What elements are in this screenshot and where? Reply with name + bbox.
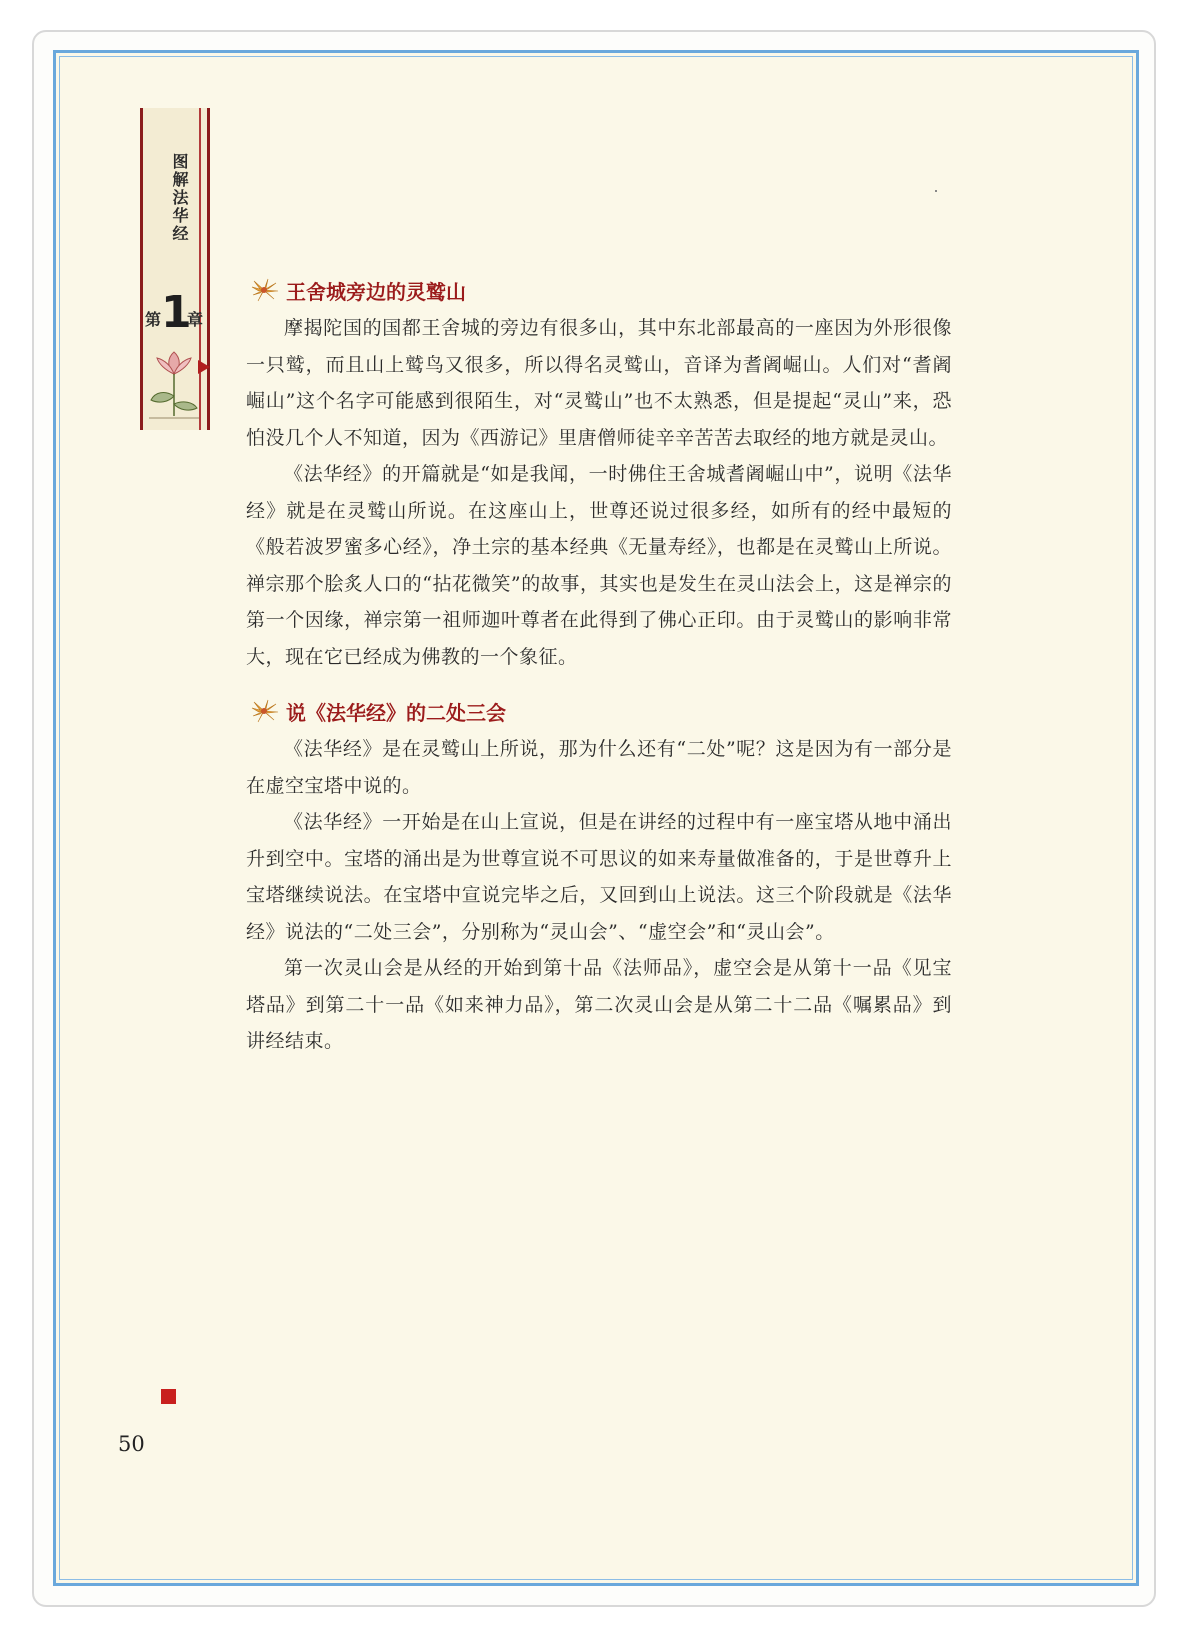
book-title: 图解法华经 [170,153,189,243]
flower-bullet-icon [246,275,282,305]
lotus-illustration-icon [147,344,201,424]
section-title: 王舍城旁边的灵鹫山 [286,279,466,304]
chapter-tab [140,108,210,430]
tab-marker-icon [198,360,210,374]
chapter-number: 1 [161,287,192,338]
page-number: 50 [118,1432,145,1456]
paragraph: 第一次灵山会是从经的开始到第十品《法师品》，虚空会是从第十一品《见宝塔品》到第二十一品《如来神力品》，第二次灵山会是从第二十二品《嘱累品》到讲经结束。 [246,957,952,1052]
paragraph: 摩揭陀国的国都王舍城的旁边有很多山，其中东北部最高的一座因为外形很像一只鹫，而且山上鹫鸟又很多，所以得名灵鹫山，音译为耆阇崛山。人们对“耆阇崛山”这个名字可能感到很陌生，对“灵鹫山”也不太熟悉，但是提起“灵山”来，恐怕没几个人不知道，因为《西游记》里唐僧师徒辛辛苦苦去取经的地方就是灵山。 [246,317,952,449]
red-seal-icon [161,1389,176,1404]
chapter-prefix: 第 [145,310,162,329]
section-heading [246,270,952,310]
chapter-label [143,287,204,339]
section-spacer [246,675,952,691]
main-content [246,270,952,1060]
speck [935,190,937,192]
paragraph: 《法华经》一开始是在山上宣说，但是在讲经的过程中有一座宝塔从地中涌出升到空中。宝塔的涌出是为世尊宣说不可思议的如来寿量做准备的，于是世尊升上宝塔继续说法。在宝塔中宣说完毕之后，又回到山上说法。这三个阶段就是《法华经》说法的“二处三会”，分别称为“灵山会”、“虚空会”和“灵山会”。 [246,811,952,943]
paragraph: 《法华经》是在灵鹫山上所说，那为什么还有“二处”呢？这是因为有一部分是在虚空宝塔中说的。 [246,738,952,797]
paragraph: 《法华经》的开篇就是“如是我闻，一时佛住王舍城耆阇崛山中”，说明《法华经》就是在灵鹫山所说。在这座山上，世尊还说过很多经，如所有的经中最短的《般若波罗蜜多心经》，净土宗的基本经典《无量寿经》，也都是在灵鹫山上所说。禅宗那个脍炙人口的“拈花微笑”的故事，其实也是发生在灵山法会上，这是禅宗的第一个因缘，禅宗第一祖师迦叶尊者在此得到了佛心正印。由于灵鹫山的影响非常大，现在它已经成为佛教的一个象征。 [246,463,952,668]
chapter-suffix: 章 [187,310,204,329]
section-heading [246,691,952,731]
section-title: 说《法华经》的二处三会 [286,700,506,725]
flower-bullet-icon [246,696,282,726]
